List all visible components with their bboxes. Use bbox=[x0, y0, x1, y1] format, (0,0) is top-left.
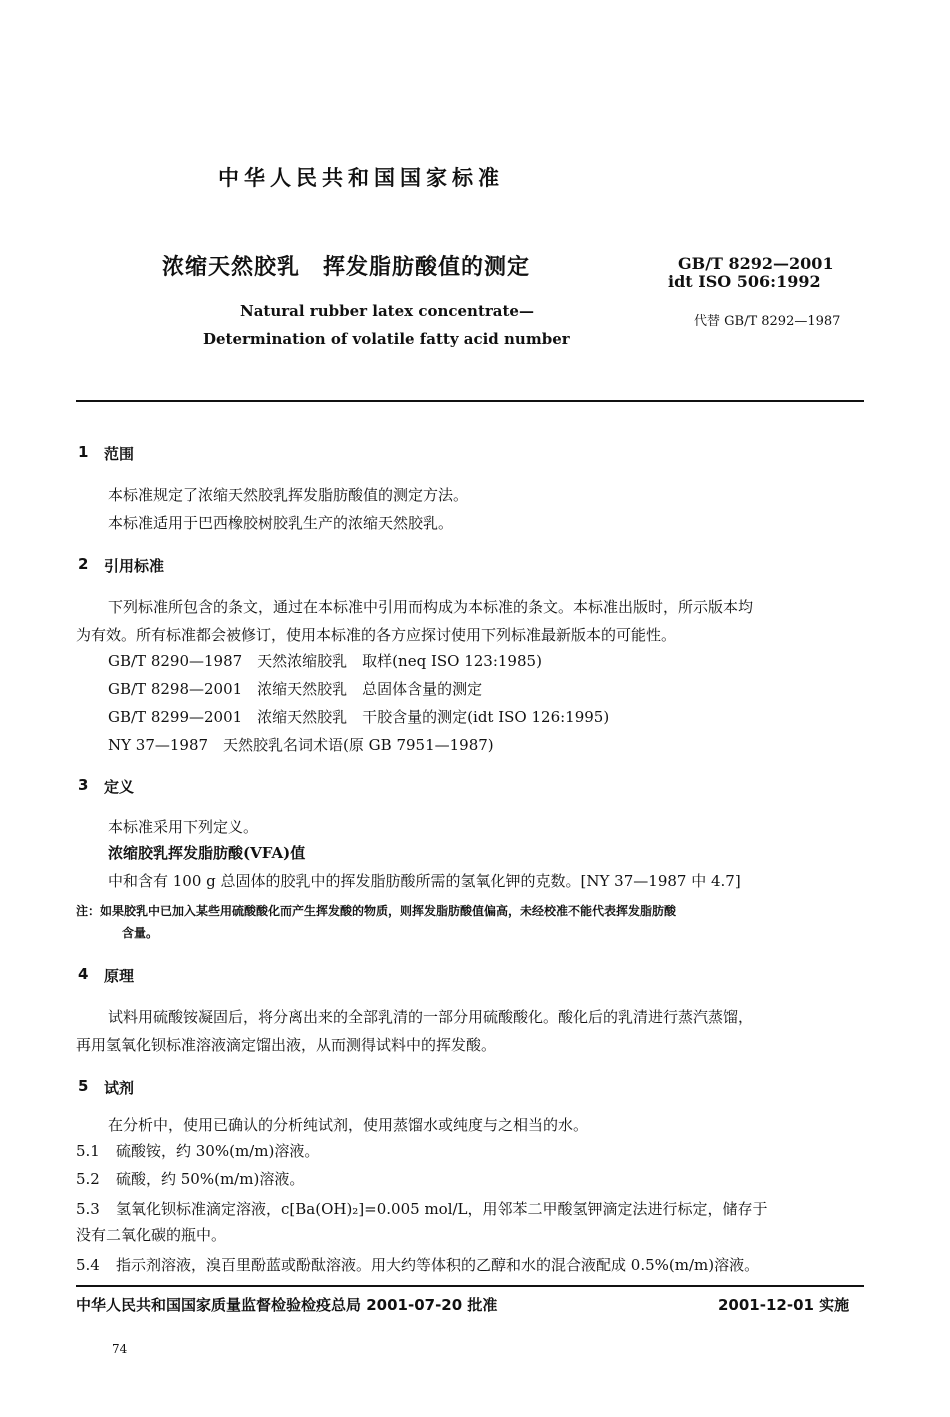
reference-item: GB/T 8298—2001 浓缩天然胶乳 总固体含量的测定 bbox=[108, 680, 483, 698]
implementation-date: 2001-12-01 实施 bbox=[718, 1296, 850, 1314]
replaces-standard: 代替 GB/T 8292—1987 bbox=[694, 314, 841, 329]
section-5-number: 5 bbox=[78, 1077, 89, 1095]
footer-divider bbox=[76, 1285, 864, 1287]
title-en-line-2: Determination of volatile fatty acid number bbox=[203, 330, 570, 348]
section-5-para-1: 在分析中，使用已确认的分析纯试剂，使用蒸馏水或纯度与之相当的水。 bbox=[108, 1116, 589, 1134]
section-4-para-1b: 再用氢氧化钡标准溶液滴定馏出液，从而测得试料中的挥发酸。 bbox=[76, 1036, 497, 1054]
reagent-number: 5.2 bbox=[76, 1170, 100, 1188]
reagent-text: 氢氧化钡标准滴定溶液，c[Ba(OH)₂]=0.005 mol/L，用邻苯二甲酸氢钾滴定法进行标定，储存于 bbox=[116, 1200, 768, 1218]
section-1-para-1: 本标准规定了浓缩天然胶乳挥发脂肪酸值的测定方法。 bbox=[108, 486, 469, 504]
reagent-text: 硫酸铵，约 30%(m/m)溶液。 bbox=[116, 1142, 320, 1160]
reagent-number: 5.4 bbox=[76, 1256, 100, 1274]
section-1-number: 1 bbox=[78, 443, 89, 461]
section-4-number: 4 bbox=[78, 965, 89, 983]
idt-reference: idt ISO 506:1992 bbox=[668, 272, 821, 291]
reagent-number: 5.1 bbox=[76, 1142, 100, 1160]
section-2-title: 引用标准 bbox=[104, 557, 165, 575]
section-4-title: 原理 bbox=[104, 967, 135, 985]
document-title-cn: 浓缩天然胶乳 挥发脂肪酸值的测定 bbox=[162, 255, 531, 280]
section-2-number: 2 bbox=[78, 555, 89, 573]
term-definition: 中和含有 100 g 总固体的胶乳中的挥发脂肪酸所需的氢氧化钾的克数。[NY 37—1987 中 4.7] bbox=[108, 872, 741, 890]
header-divider bbox=[76, 400, 864, 402]
reference-item: GB/T 8299—2001 浓缩天然胶乳 干胶含量的测定(idt ISO 126:1995) bbox=[108, 708, 610, 726]
term-heading: 浓缩胶乳挥发脂肪酸(VFA)值 bbox=[108, 844, 306, 862]
reagent-text-continued: 没有二氧化碳的瓶中。 bbox=[76, 1226, 227, 1244]
note-line-1: 注：如果胶乳中已加入某些用硫酸酸化而产生挥发酸的物质，则挥发脂肪酸值偏高，未经校准不能代表挥发脂肪酸 bbox=[76, 904, 677, 918]
approval-line: 中华人民共和国国家质量监督检验检疫总局 2001-07-20 批准 bbox=[76, 1296, 498, 1314]
section-3-title: 定义 bbox=[104, 778, 135, 796]
reference-item: GB/T 8290—1987 天然浓缩胶乳 取样(neq ISO 123:1985) bbox=[108, 652, 542, 670]
section-2-para-1b: 为有效。所有标准都会被修订，使用本标准的各方应探讨使用下列标准最新版本的可能性。 bbox=[76, 626, 677, 644]
section-1-title: 范围 bbox=[104, 445, 135, 463]
reference-item: NY 37—1987 天然胶乳名词术语(原 GB 7951—1987) bbox=[108, 736, 494, 754]
section-1-para-2: 本标准适用于巴西橡胶树胶乳生产的浓缩天然胶乳。 bbox=[108, 514, 454, 532]
reagent-text: 硫酸，约 50%(m/m)溶液。 bbox=[116, 1170, 305, 1188]
page-number: 74 bbox=[112, 1342, 128, 1356]
section-4-para-1a: 试料用硫酸铵凝固后，将分离出来的全部乳清的一部分用硫酸酸化。酸化后的乳清进行蒸汽蒸馏， bbox=[108, 1008, 754, 1026]
standard-number: GB/T 8292—2001 bbox=[678, 254, 834, 273]
title-en-line-1: Natural rubber latex concentrate— bbox=[240, 302, 534, 320]
section-5-title: 试剂 bbox=[104, 1079, 135, 1097]
section-3-para-1: 本标准采用下列定义。 bbox=[108, 818, 259, 836]
reagent-text: 指示剂溶液，溴百里酚蓝或酚酞溶液。用大约等体积的乙醇和水的混合液配成 0.5%(m/m)溶液。 bbox=[116, 1256, 760, 1274]
note-line-2: 含量。 bbox=[122, 926, 159, 940]
section-2-para-1a: 下列标准所包含的条文，通过在本标准中引用而构成为本标准的条文。本标准出版时，所示版本均 bbox=[108, 598, 754, 616]
national-standard-heading: 中华人民共和国国家标准 bbox=[218, 166, 504, 190]
reagent-number: 5.3 bbox=[76, 1200, 100, 1218]
section-3-number: 3 bbox=[78, 776, 89, 794]
